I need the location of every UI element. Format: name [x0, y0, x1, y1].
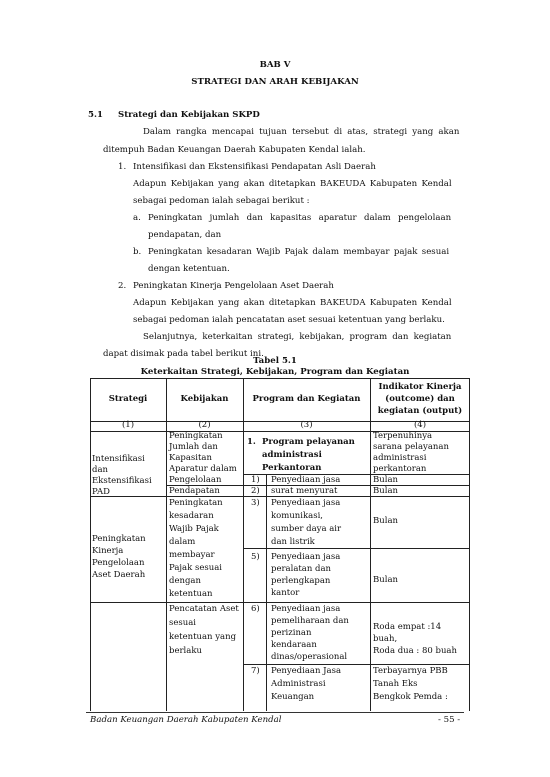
indikator-1-line-2: sarana pelayanan	[373, 442, 449, 452]
kebijakan-2-line-3: Wajib Pajak	[169, 524, 219, 534]
kebijakan-3-line-2: sesuai	[169, 618, 197, 628]
footer-organization: Badan Keuangan Daerah Kabupaten Kendal	[90, 715, 282, 725]
activity-3-line-1: Penyediaan jasa	[271, 498, 341, 508]
program-1-line-2: administrasi	[262, 450, 322, 460]
kebijakan-1-line-3: Kapasitan	[169, 453, 212, 463]
indikator-6-line-1: Roda empat :14	[373, 622, 442, 632]
indikator-1-line-4: perkantoran	[373, 464, 427, 474]
strategi-1-line-2: dan	[92, 465, 108, 475]
activity-7-line-2: Administrasi	[271, 679, 326, 689]
activity-6-line-5: dinas/operasional	[271, 652, 348, 662]
indikator-7-line-2: Tanah Eks	[373, 679, 418, 689]
table-caption-number: Tabel 5.1	[253, 356, 297, 366]
activity-6-number: 6)	[251, 604, 260, 614]
policy-a-line-2: pendapatan, dan	[148, 230, 222, 240]
intro-line-2: ditempuh Badan Keuangan Daerah Kabupaten Kendal ialah.	[103, 145, 366, 155]
strategy-1-number: 1.	[118, 162, 127, 172]
kebijakan-3-line-4: berlaku	[169, 646, 202, 656]
strategy-2-title: Peningkatan Kinerja Pengelolaan Aset Daerah	[133, 281, 334, 291]
strategi-1-line-4: PAD	[92, 487, 110, 497]
col-number-2: (2)	[198, 420, 211, 430]
kebijakan-1-line-5: Pengelolaan	[169, 475, 222, 485]
policy-b-line-1: Peningkatan kesadaran Wajib Pajak dalam membayar pajak sesuai	[148, 247, 450, 257]
indikator-6-line-3: Roda dua : 80 buah	[373, 646, 457, 656]
activity-6-line-2: pemeliharaan dan	[271, 616, 349, 626]
activity-1-text: Penyediaan jasa	[271, 475, 341, 485]
chapter-title: STRATEGI DAN ARAH KEBIJAKAN	[191, 77, 359, 87]
footer-rule	[86, 712, 464, 713]
activity-5-line-4: kantor	[271, 588, 300, 598]
col-number-1: (1)	[121, 420, 135, 430]
activity-5-line-2: peralatan dan	[271, 564, 332, 574]
strategy-1-lead-1: Adapun Kebijakan yang akan ditetapkan BAKEUDA Kabupaten Kendal	[133, 179, 452, 189]
indikator-7-line-1: Terbayarnya PBB	[373, 666, 448, 676]
activity-3-line-3: sumber daya air	[271, 524, 342, 534]
strategi-1-line-1: Intensifikasi	[92, 454, 145, 464]
row-a6-bottom	[243, 664, 470, 665]
kebijakan-1-line-4: Aparatur dalam	[169, 464, 237, 474]
indikator-4: Bulan	[373, 516, 398, 526]
kebijakan-3-line-1: Pencatatan Aset	[169, 604, 239, 614]
header-indikator-1: Indikator Kinerja	[378, 382, 462, 392]
row-a5-bottom	[90, 602, 470, 603]
strategy-2-number: 2.	[118, 281, 127, 291]
page-number: - 55 -	[438, 715, 461, 725]
kebijakan-2-line-6: Pajak sesuai	[169, 563, 222, 573]
header-indikator-3: kegiatan (output)	[377, 406, 463, 416]
activity-5-line-3: perlengkapan	[271, 576, 331, 586]
indikator-7-line-3: Bengkok Pemda :	[373, 692, 448, 702]
activity-6-line-3: perizinan	[271, 628, 312, 638]
kebijakan-3-line-3: ketentuan yang	[169, 632, 237, 642]
kebijakan-1-line-2: Jumlah dan	[169, 442, 218, 452]
policy-a-letter: a.	[133, 213, 141, 223]
strategy-2-followup-2: dapat disimak pada tabel berikut ini.	[103, 349, 264, 359]
kebijakan-1-line-6: Pendapatan	[169, 486, 220, 496]
activity-1-number: 1)	[251, 475, 260, 485]
linkage-table	[90, 378, 470, 711]
strategi-2-line-4: Aset Daerah	[92, 570, 146, 580]
kebijakan-1-line-1: Peningkatan	[169, 431, 223, 441]
strategy-2-lead-1: Adapun Kebijakan yang akan ditetapkan BAKEUDA Kabupaten Kendal	[133, 298, 452, 308]
indikator-2: Bulan	[373, 475, 398, 485]
indikator-6-line-2: buah,	[373, 634, 398, 644]
strategy-2-lead-2: sebagai pedoman ialah pencatatan aset sesuai ketentuan yang berlaku.	[133, 315, 445, 325]
program-1-line-3: Perkantoran	[262, 463, 322, 473]
strategy-2-followup-1: Selanjutnya, keterkaitan strategi, kebijakan, program dan kegiatan	[143, 332, 452, 342]
kebijakan-2-line-2: kesadaran	[169, 511, 214, 521]
activity-7-line-3: Keuangan	[271, 692, 315, 702]
header-strategi: Strategi	[108, 394, 148, 404]
chapter-heading: BAB V	[259, 60, 291, 70]
strategy-1-lead-2: sebagai pedoman ialah sebagai berikut :	[133, 196, 310, 206]
strategi-2-line-3: Pengelolaan	[92, 558, 145, 568]
program-1-number: 1.	[247, 437, 256, 447]
header-program: Program dan Kegiatan	[252, 394, 361, 404]
activity-7-number: 7)	[251, 666, 260, 676]
activity-5-number: 5)	[251, 552, 260, 562]
activity-5-line-1: Penyediaan jasa	[271, 552, 341, 562]
indikator-5: Bulan	[373, 575, 398, 585]
table-border-top	[90, 378, 470, 379]
activity-3-number: 3)	[251, 498, 260, 508]
kebijakan-2-line-7: dengan	[169, 576, 201, 586]
activity-6-line-1: Penyediaan jasa	[271, 604, 341, 614]
kebijakan-2-line-4: dalam	[169, 537, 196, 547]
kebijakan-2-line-8: ketentuan	[169, 589, 213, 599]
table-caption-title: Keterkaitan Strategi, Kebijakan, Program dan Kegiatan	[140, 367, 410, 377]
col-number-4: (4)	[413, 420, 427, 430]
indikator-1-line-3: administrasi	[373, 453, 427, 463]
activity-7-line-1: Penyediaan Jasa	[271, 666, 342, 676]
kebijakan-2-line-5: membayar	[169, 550, 215, 560]
strategi-1-line-3: Ekstensifikasi	[92, 476, 152, 486]
activity-3-line-4: dan listrik	[271, 537, 315, 547]
indikator-1-line-1: Terpenuhinya	[373, 431, 433, 441]
activity-3-line-2: komunikasi,	[271, 511, 323, 521]
program-1-line-1: Program pelayanan	[262, 437, 355, 447]
header-indikator-2: (outcome) dan	[385, 394, 455, 404]
header-kebijakan: Kebijakan	[180, 394, 229, 404]
policy-b-line-2: dengan ketentuan.	[148, 264, 230, 274]
col-sep-program-num	[266, 474, 267, 711]
activity-2-text: surat menyurat	[271, 486, 338, 496]
policy-a-line-1: Peningkatan jumlah dan kapasitas aparatur dalam pengelolaan	[148, 213, 452, 223]
strategi-2-line-1: Peningkatan	[92, 534, 146, 544]
section-number: 5.1	[88, 110, 103, 120]
row-a3-bottom	[243, 548, 470, 549]
activity-2-number: 2)	[251, 486, 260, 496]
strategi-2-line-2: Kinerja	[92, 546, 124, 556]
activity-6-line-4: kendaraan	[271, 640, 317, 650]
col-number-3: (3)	[300, 420, 313, 430]
section-title: Strategi dan Kebijakan SKPD	[118, 110, 260, 120]
policy-b-letter: b.	[133, 247, 142, 257]
kebijakan-2-line-1: Peningkatan	[169, 498, 223, 508]
intro-line-1: Dalam rangka mencapai tujuan tersebut di atas, strategi yang akan	[143, 127, 460, 137]
strategy-1-title: Intensifikasi dan Ekstensifikasi Pendapatan Asli Daerah	[133, 162, 376, 172]
indikator-3: Bulan	[373, 486, 398, 496]
